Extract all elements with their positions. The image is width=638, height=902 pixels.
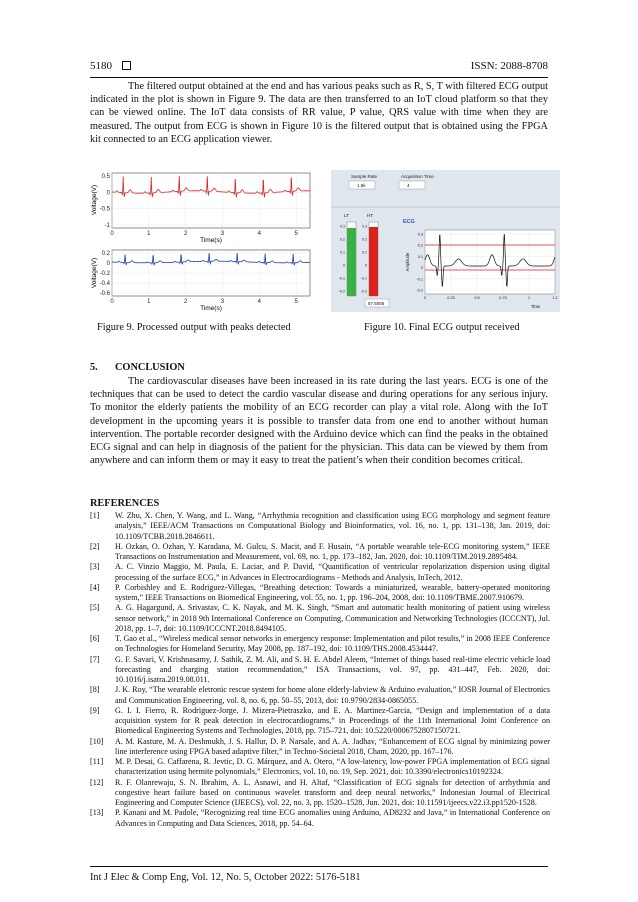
- meter-tick-label: -0.2: [338, 289, 345, 294]
- reference-item: [90, 737, 550, 758]
- x-tick-label: 2: [183, 299, 188, 305]
- reference-item: [90, 603, 550, 634]
- sample-rate-value: 1.5k: [357, 183, 366, 188]
- figure-9-caption: Figure 9. Processed output with peaks detected: [97, 322, 291, 333]
- reference-number: [6]: [90, 634, 100, 643]
- reference-text: A. G. Hagargund, A. Srivastav, C. K. Nayak, and M. K. Singh, “Smart and automatic health monitoring of patient using wireless sensor network,” in 2018 9th International Conference on Computing, Communication and Networking Technologies (ICCCNT), Jul. 2018, pp. 1–7, doi: 10.1109/ICCCNT.2018.8494105.: [115, 603, 550, 633]
- x-tick-label: 0: [423, 296, 427, 300]
- acquisition-time-label: Acquisition Time: [401, 174, 434, 179]
- section-title: CONCLUSION: [115, 362, 185, 373]
- section-heading-conclusion: [90, 362, 185, 373]
- ecg-graph-ylabel: Amplitude: [405, 252, 410, 272]
- section-number: 5.: [90, 362, 98, 373]
- header-rule: [90, 77, 548, 78]
- references-heading: REFERENCES: [90, 498, 160, 509]
- acquisition-time-field[interactable]: [399, 181, 425, 189]
- meter-value: 87.5056: [368, 301, 385, 306]
- reference-item: [90, 706, 550, 737]
- ht-label: HT: [367, 213, 373, 218]
- plot-bottom-xlabel: Time(s): [200, 305, 222, 312]
- ecg-viewer-screenshot: [331, 170, 560, 312]
- ecg-graph-area: [425, 230, 555, 294]
- x-tick-label: 0.75: [499, 296, 507, 300]
- reference-number: [8]: [90, 685, 100, 695]
- reference-number: [9]: [90, 705, 100, 715]
- meter-tick-label: -0.1: [338, 276, 345, 281]
- reference-text: P. Kanani and M. Padole, “Recognizing real time ECG anomalies using Arduino, AD8232 and Java,” in International Conference on Advances in Computing and Data Sciences, 2018, pp. 54–64.: [115, 808, 550, 828]
- x-tick-label: 5: [294, 231, 298, 237]
- conclusion-paragraph: The cardiovascular diseases have been increased in its rate during the last years. ECG is one of the techniques that can be used to detect the cardio vascular disease and during operations for any serious injury. To monitor the elderly patients the mobility of an ECG recorder can play a vital role. Along with the IoT development in the upcoming years it is possible to transfer data from one end to another without human intervention. The portable recorder designed with the Arduino device which can find the peaks in the obtained ECG signal and can help in diagnosis of the patient for the physician. This data can be viewed by them from anywhere and can inform them or may it easy to treat the patient’s when their condition becomes critical.: [90, 376, 548, 467]
- sample-rate-label: Sample Rate: [351, 174, 378, 179]
- x-tick-label: 0.25: [447, 296, 455, 300]
- y-tick-label: 0.5: [101, 174, 110, 180]
- reference-item: [90, 808, 550, 829]
- x-tick-label: 5: [294, 299, 298, 305]
- running-footer: Int J Elec & Comp Eng, Vol. 12, No. 5, October 2022: 5176-5181: [90, 872, 361, 883]
- reference-text: W. Zhu, X. Chen, Y. Wang, and L. Wang, “Arrhythmia recognition and classification using ECG morphology and segment feature analysis,” IEEE/ACM Transactions on Computational Biology and Bioinformatics, vol. 16, no. 1, pp. 131–138, Jan. 2019, doi: 10.1109/TCBB.2018.2846611.: [115, 511, 550, 541]
- y-tick-label: 0.3: [417, 232, 423, 237]
- reference-number: [11]: [90, 757, 104, 766]
- y-tick-label: 0: [420, 266, 423, 271]
- x-tick-label: 1.2: [552, 296, 558, 300]
- reference-item: [90, 655, 550, 686]
- x-tick-label: 3: [220, 299, 225, 305]
- reference-text: H. Ozkan, O. Ozhan, Y. Karadana, M. Gulcu, S. Macit, and F. Husain, “A portable wearable tele-ECG monitoring system,” IEEE Transactions on Instrumentation and Measurement, vol. 69, no. 1, pp. 173–182, Jan. 2020, doi: 10.1109/TIM.2019.2895484.: [115, 541, 550, 561]
- plot-top: [91, 173, 310, 244]
- reference-list: [90, 511, 550, 829]
- x-tick-label: 1: [147, 231, 151, 237]
- x-tick-label: 0: [110, 231, 114, 237]
- reference-text: J. K. Roy, “The wearable eletronic rescue system for home alone elderly-labview & Arduino evaluation,” IOSR Journal of Electronics and Communication Engineering, vol. 8, no. 6, pp. 50–55, 2013, doi: 10.9790/2834-0865055.: [115, 685, 550, 705]
- ht-meter-fill: [369, 227, 378, 296]
- x-tick-label: 4: [257, 231, 261, 237]
- figure-10-caption: Figure 10. Final ECG output received: [364, 322, 520, 333]
- reference-text: P. Corbishley and E. Rodriguez-Villegas, “Breathing detection: Towards a miniaturized, wearable, battery-operated monitoring system,” IEEE Transactions on Biomedical Engineering, vol. 55, no. 1, pp. 196–204, 2008, doi: 10.1109/TBME.2007.910679.: [115, 582, 550, 602]
- plot-top-xlabel: Time(s): [200, 237, 222, 244]
- reference-item: [90, 757, 550, 778]
- lt-label: LT: [344, 213, 349, 218]
- reference-number: [13]: [90, 808, 104, 818]
- acquisition-time-value: 4: [407, 183, 410, 188]
- y-tick-label: -0.5: [99, 206, 110, 213]
- reference-item: [90, 511, 550, 542]
- x-tick-label: 3: [220, 231, 225, 237]
- reference-text: A. M. Kasture, M. A. Deshmukh, J. S. Hallur, D. P. Narsale, and A. A. Jadhav, “Enhancement of ECG signal by minimizing power line interference using FPGA based adaptive filter,” in Techno-Societal 2018, Cham, 2020, pp. 167–176.: [115, 736, 550, 756]
- x-tick-label: 2: [183, 231, 188, 237]
- reference-item: [90, 634, 550, 655]
- footer-rule: [90, 866, 548, 867]
- figure-9: [90, 170, 320, 320]
- meter-tick-label: 0.3: [340, 224, 345, 229]
- y-tick-label: -0.2: [416, 288, 423, 293]
- reference-number: [2]: [90, 541, 100, 551]
- y-tick-label: -0.6: [99, 291, 110, 297]
- plot-top-ylabel: Voltage(V): [91, 184, 98, 216]
- reference-item: [90, 778, 550, 809]
- y-tick-label: 0.1: [417, 254, 423, 259]
- ecg-graph-title: ECG: [403, 219, 415, 225]
- meter-tick-label: 0.2: [362, 237, 367, 242]
- reference-text: T. Gao et al., “Wireless medical sensor networks in emergency response: Implementation and pilot results,” in 2008 IEEE Conference on Technologies for Homeland Security, May 2008, pp. 187–192, doi: 10.1109/THS.2008.4534447.: [115, 634, 550, 654]
- plot-bottom-ylabel: Voltage(V): [91, 257, 98, 289]
- meter-tick-label: 0: [365, 263, 367, 268]
- reference-item: [90, 562, 550, 583]
- meter-tick-label: 0.3: [362, 224, 367, 229]
- reference-text: A. C. Vinzio Maggio, M. Paula, E. Laciar, and P. David, “Quantification of ventricular repolarization dispersion using digital processing of the surface ECG,” in Advances in Electrocardiograms - Methods and Analysis, InTech, 2012.: [115, 562, 550, 582]
- y-tick-label: 0: [106, 190, 110, 197]
- y-tick-label: 0.2: [417, 243, 423, 248]
- meter-tick-label: -0.1: [360, 276, 367, 281]
- figure-9-plots: [90, 170, 320, 320]
- issn: ISSN: 2088-8708: [470, 60, 548, 72]
- figure-10: [331, 170, 560, 312]
- reference-text: G. F. Savari, V. Krishnasamy, J. Sathik, Z. M. Ali, and S. H. E. Abdel Aleem, “Internet of things based real-time electric vehicle load forecasting and charging station recommendation,” ISA Transactions, vol. 97, pp. 431–447, Feb. 2020, doi: 10.1016/j.isatra.2019.08.011.: [115, 654, 550, 684]
- meter-tick-label: 0.2: [340, 237, 345, 242]
- reference-number: [12]: [90, 777, 104, 787]
- reference-text: R. F. Olanrewaju, S. N. Ibrahim, A. L. Asnawi, and H. Altaf, “Classification of ECG signals for detection of arrhythmia and congestive heart failure based on continuous wavelet transform and deep neural networks,” Indonesian Journal of Electrical Engineering and Computer Science (IJEECS), vol. 22, no. 3, pp. 1520–1528, Jun. 2021, doi: 10.11591/ijeecs.v22.i3.pp1520-1528.: [115, 777, 550, 807]
- plot-bottom: [91, 250, 310, 312]
- ecg-graph-xlabel: Time: [531, 304, 541, 309]
- x-tick-label: 0: [110, 299, 114, 305]
- page-number: 5180: [90, 60, 112, 72]
- square-bullet-icon: [122, 61, 131, 70]
- y-tick-label: -0.4: [99, 281, 110, 287]
- meter-tick-label: 0.1: [362, 250, 367, 255]
- y-tick-label: 0.2: [101, 251, 110, 257]
- meter-tick-label: 0: [343, 263, 345, 268]
- intro-paragraph: The filtered output obtained at the end and has various peaks such as R, S, T with filtered ECG output indicated in the plot is shown in Figure 9. The data are then transferred to an IoT cloud platform so that they can be viewed online. The IoT data consists of RR value, P value, QRS value with time when they are measured. The output from ECG is shown in Figure 10 is the filtered output that is obtained using the FPGA kit connected to an ECG application viewer.: [90, 81, 548, 145]
- reference-number: [1]: [90, 511, 100, 520]
- reference-text: G. I. I. Fierro, R. Rodriguez-Jorge, J. Mizera-Pietraszko, and E. A. Martinez-Garcia, “Design and implementation of a data acquisition system for R peak detection in electrocardiograms,” in Proceedings of the 11th International Joint Conference on Biomedical Engineering Systems and Technologies, 2018, pp. 715–721, doi: 10.5220/0006752807150721.: [115, 705, 550, 736]
- x-tick-label: 1: [147, 299, 151, 305]
- x-tick-label: 1: [527, 296, 531, 300]
- y-tick-label: -0.2: [99, 271, 110, 277]
- y-tick-label: 0: [106, 261, 110, 267]
- reference-number: [10]: [90, 736, 104, 746]
- reference-text: M. P. Desai, G. Caffarena, R. Jevtic, D. G. Márquez, and A. Otero, “A low-latency, low-power FPGA implementation of ECG signal characterization using hermite polynomials,” Electronics, vol. 10, no. 19, Sep. 2021, doi: 10.3390/electronics10192324.: [115, 757, 550, 777]
- reference-number: [4]: [90, 582, 100, 592]
- meter-tick-label: -0.2: [360, 289, 367, 294]
- reference-number: [3]: [90, 562, 100, 572]
- reference-item: [90, 542, 550, 563]
- x-tick-label: 4: [257, 299, 261, 305]
- lt-meter-fill: [347, 228, 356, 296]
- reference-item: [90, 583, 550, 604]
- reference-item: [90, 685, 550, 706]
- y-tick-label: -0.1: [416, 277, 423, 282]
- x-tick-label: 0.5: [474, 296, 480, 300]
- reference-number: [5]: [90, 603, 100, 613]
- meter-tick-label: 0.1: [340, 250, 345, 255]
- y-tick-label: -1: [104, 223, 110, 229]
- reference-number: [7]: [90, 654, 100, 664]
